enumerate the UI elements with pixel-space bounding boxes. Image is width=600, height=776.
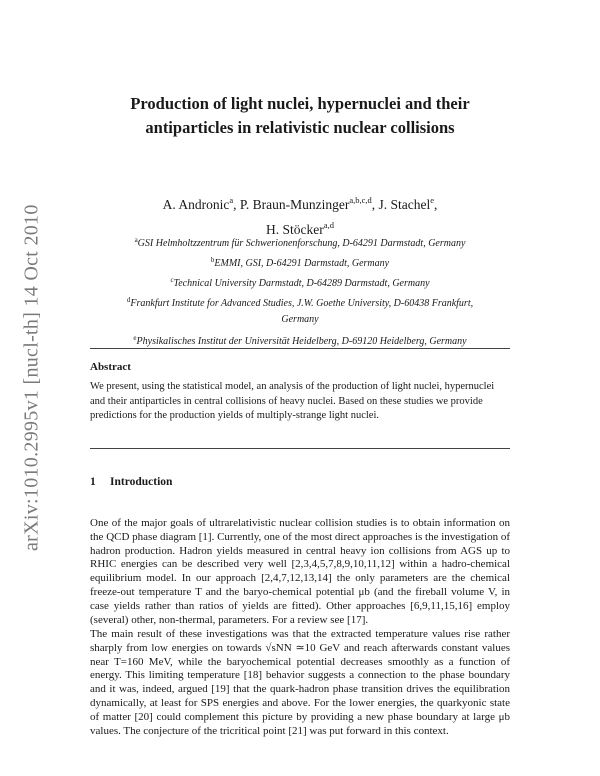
affiliation <box>80 232 520 252</box>
affiliation-text: GSI Helmholtzzentrum für Schwerionenforschung, D-64291 Darmstadt, Germany <box>137 238 466 249</box>
section-title: Introduction <box>110 476 173 488</box>
affiliation-mark: b <box>210 256 215 264</box>
author-affil-mark: a,d <box>323 220 334 230</box>
affiliation-mark: e <box>133 334 137 342</box>
author-affil-mark: a,b,c,d <box>349 195 372 205</box>
author-name: A. Andronic <box>162 197 230 212</box>
body-paragraph: One of the major goals of ultrarelativistic nuclear collision studies is to obtain information on the QCD phase diagram [1]. Currently, one of the most direct approaches is the investigation of hadron production. Hadron yields measured in central heavy ion collisions from AGS up to RHIC energies can be described very well [2,3,4,5,7,8,9,10,11,12] within a hadro-chemical equilibrium model. In our approach [2,4,7,12,13,14] the only parameters are the chemical freeze-out temperature T and the baryo-chemical potential μb (and the fireball volume V, in case yields rather than ratios of yields are fitted). Other approaches [6,9,11,15,16] employ (several) other, non-thermal, parameters. For a review see [17]. <box>90 517 510 626</box>
abstract-bottom-rule <box>90 448 510 449</box>
abstract-heading: Abstract <box>90 361 131 373</box>
body-paragraph: The main result of these investigations was that the extracted temperature values rise rather sharply from low energies on towards √sNN ≃10 GeV and reach afterwards constant values near T=160 MeV, while the baryochemical potential decreases smoothly as a function of energy. This limiting temperature [18] behavior suggests a connection to the phase boundary and it was, indeed, argued [19] that the quark-hadron phase transition drives the equilibration dynamically, at least for SPS energies and above. For the lower energies, the quarkyonic state of matter [20] could complement this picture by providing a new phase boundary at large μb values. The conjecture of the tricritical point [21] was put forward in this context. <box>90 628 510 737</box>
affiliation-text: EMMI, GSI, D-64291 Darmstadt, Germany <box>214 258 390 269</box>
affiliation <box>80 252 520 272</box>
abstract-top-rule <box>90 348 510 349</box>
affiliation-text: Physikalisches Institut der Universität Heidelberg, D-69120 Heidelberg, Germany <box>136 336 467 347</box>
author-affil-mark: a <box>229 195 234 205</box>
section-heading <box>90 476 172 488</box>
affiliation-text: Technical University Darmstadt, D-64289 Darmstadt, Germany <box>173 278 430 289</box>
affiliation <box>80 272 520 292</box>
abstract-text: We present, using the statistical model, an analysis of the production of light nuclei, hypernuclei and their antiparticles in central collisions of heavy nuclei. Based on these studies we provide predictions for the production yields of multiply-strange light nuclei. <box>90 381 495 421</box>
author-list: A. Andronic$^a$, P. Braun-Munzinger$^{a,b,c,d}$, J. Stachel$^e$, H. Stöcker$^{a,d}$ <box>162 195 438 237</box>
affiliation-mark: a <box>134 236 138 244</box>
affiliation-text: Frankfurt Institute for Advanced Studies, J.W. Goethe University, D-60438 Frankfurt, Germany <box>130 298 474 325</box>
author-name: P. Braun-Munzinger <box>239 197 350 212</box>
affiliation <box>80 292 520 328</box>
affiliation <box>80 330 520 350</box>
affiliation-list <box>80 232 520 350</box>
affiliation-mark: d <box>126 296 131 304</box>
affiliation-mark: c <box>170 276 174 284</box>
author-name: J. Stachel <box>378 197 431 212</box>
paper-title: Production of light nuclei, hypernuclei and their antiparticles in relativistic nuclear collisions <box>130 94 470 137</box>
arxiv-identifier: arXiv:1010.2995v1 [nucl-th] 14 Oct 2010 <box>20 204 43 551</box>
section-number: 1 <box>90 476 96 488</box>
author-affil-mark: e <box>430 195 435 205</box>
author-name: H. Stöcker <box>266 222 324 237</box>
